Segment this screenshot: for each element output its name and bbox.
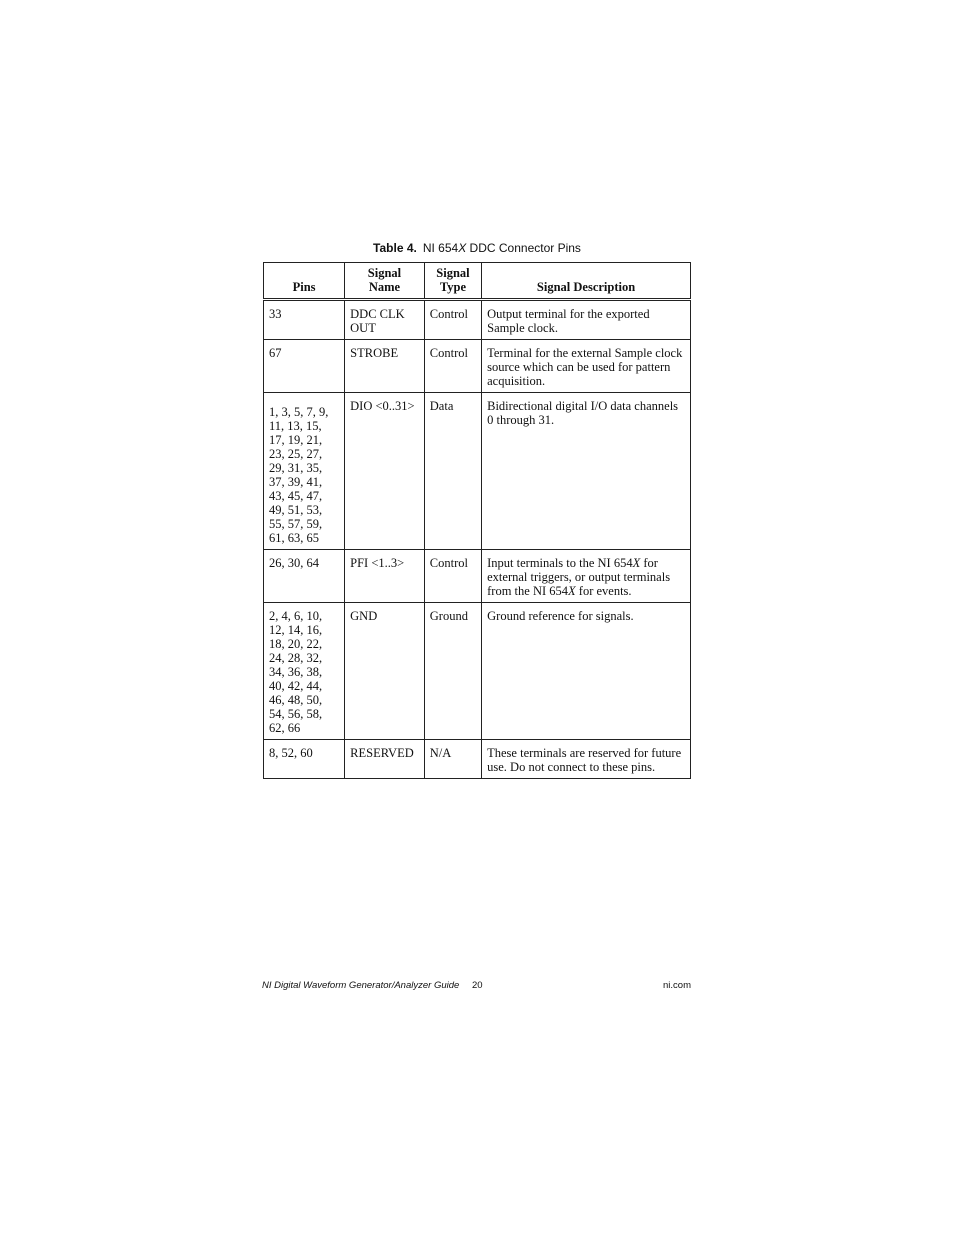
- cell-signal-description: These terminals are reserved for future use. Do not connect to these pins.: [482, 740, 691, 779]
- table-row: [264, 603, 691, 740]
- cell-pins: 26, 30, 64: [264, 550, 345, 603]
- cell-signal-description: Terminal for the external Sample clock source which can be used for pattern acquisition.: [482, 340, 691, 393]
- header-pins: Pins: [264, 263, 345, 300]
- header-signal-type: Signal Type: [424, 263, 481, 300]
- cell-signal-name: GND: [345, 603, 425, 740]
- cell-pins: 8, 52, 60: [264, 740, 345, 779]
- cell-pins: 33: [264, 300, 345, 340]
- table-caption: [264, 240, 690, 256]
- table-row: [264, 340, 691, 393]
- table-caption-text-prefix: NI 654: [422, 241, 459, 255]
- table-caption-label: Table 4.: [373, 241, 417, 255]
- table-row: [264, 393, 691, 550]
- table-row: [264, 740, 691, 779]
- cell-signal-name: PFI <1..3>: [345, 550, 425, 603]
- cell-signal-name: DIO <0..31>: [345, 393, 425, 550]
- cell-signal-type: N/A: [424, 740, 481, 779]
- header-signal-name: Signal Name: [345, 263, 425, 300]
- cell-signal-name: RESERVED: [345, 740, 425, 779]
- cell-signal-description: Bidirectional digital I/O data channels 0 through 31.: [482, 393, 691, 550]
- header-signal-description: Signal Description: [482, 263, 691, 300]
- cell-pins: 2, 4, 6, 10, 12, 14, 16, 18, 20, 22, 24, 28, 32, 34, 36, 38, 40, 42, 44, 46, 48, 50, 54, 56, 58, 62, 66: [264, 603, 345, 740]
- cell-signal-type: Control: [424, 300, 481, 340]
- cell-signal-description: Input terminals to the NI 654X for external triggers, or output terminals from the NI 654X for events.: [482, 550, 691, 603]
- table-row: [264, 300, 691, 340]
- cell-signal-type: Control: [424, 340, 481, 393]
- cell-signal-name: STROBE: [345, 340, 425, 393]
- table-caption-text-italic: X: [458, 241, 467, 255]
- cell-signal-description: Output terminal for the exported Sample clock.: [482, 300, 691, 340]
- cell-signal-description: Ground reference for signals.: [482, 603, 691, 740]
- cell-signal-type: Data: [424, 393, 481, 550]
- footer-page-number: 20: [472, 980, 483, 991]
- connector-pins-table: [263, 262, 691, 779]
- cell-signal-type: Control: [424, 550, 481, 603]
- cell-pins: 1, 3, 5, 7, 9, 11, 13, 15, 17, 19, 21, 23, 25, 27, 29, 31, 35, 37, 39, 41, 43, 45, 47, 49, 51, 53, 55, 57, 59, 61, 63, 65: [264, 393, 345, 550]
- footer-website: ni.com: [663, 980, 691, 991]
- footer-guide-title: NI Digital Waveform Generator/Analyzer Guide: [262, 980, 460, 991]
- cell-signal-type: Ground: [424, 603, 481, 740]
- cell-signal-name: DDC CLK OUT: [345, 300, 425, 340]
- table-header-row: [264, 263, 691, 300]
- table-row: [264, 550, 691, 603]
- cell-pins: 67: [264, 340, 345, 393]
- table-caption-text-suffix: DDC Connector Pins: [466, 241, 581, 255]
